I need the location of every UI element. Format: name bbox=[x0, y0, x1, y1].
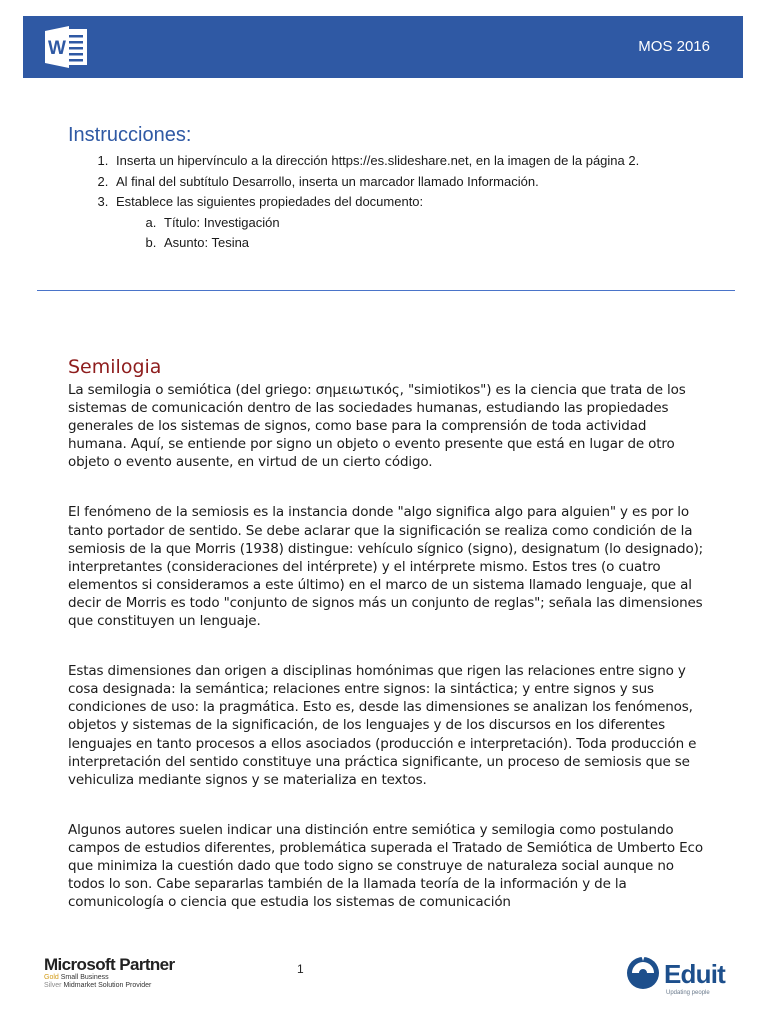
instruction-item: 2. Al final del subtítulo Desarrollo, inserta un marcador llamado Información. bbox=[112, 172, 718, 193]
instruction-item bbox=[112, 192, 718, 254]
partner-silver-text: Midmarket Solution Provider bbox=[63, 982, 152, 989]
page-number: 1 bbox=[297, 962, 304, 976]
body-paragraph: Algunos autores suelen indicar una distinción entre semiótica y semilogia como postulando campos de estudios diferentes, problemática superada el Tratado de Semiótica de Umberto Eco que minimiza la cuestión dado que todo signo se construye de naturaleza social aunque no todos lo son. Cabe separarlas también de la llamada teoría de la información y de la comunicología o ciencia que estudia los sistemas de comunicación bbox=[68, 821, 703, 911]
instruction-subitem: a. Título: Investigación bbox=[160, 213, 718, 234]
partner-gold-line bbox=[44, 974, 214, 982]
instructions-list bbox=[68, 151, 718, 254]
instructions-sublist bbox=[116, 213, 718, 254]
horizontal-divider bbox=[37, 290, 735, 291]
eduit-brand-name: Eduit bbox=[664, 959, 725, 989]
instruction-item: 1. Inserta un hipervínculo a la dirección https://es.slideshare.net, en la imagen de la página 2. bbox=[112, 151, 718, 172]
body-paragraph: El fenómeno de la semiosis es la instancia donde "algo significa algo para alguien" y es por lo tanto portador de sentido. Se debe aclarar que la significación se realiza como condición de la semiosis de la que Morris (1938) distingue: vehículo sígnico (signo), designatum (lo designado); interpretantes (consideraciones del intérprete) y el intérprete mismo. Estos tres (o cuatro elementos si consideramos a este último) en el marco de un sistema llamado lenguaje, que al decir de Morris es todo "conjunto de signos más un conjunto de reglas"; señala las dimensiones que constituyen un lenguaje. bbox=[68, 504, 704, 630]
document-body bbox=[68, 356, 708, 943]
eduit-emblem-icon bbox=[627, 955, 659, 989]
instruction-item-text: Establece las siguientes propiedades del documento: bbox=[116, 194, 424, 210]
microsoft-partner-logo bbox=[44, 956, 214, 998]
header-title: MOS 2016 bbox=[638, 38, 710, 55]
section-title: Semilogia bbox=[68, 356, 162, 378]
eduit-logo bbox=[624, 952, 744, 1000]
word-logo-letter: W bbox=[48, 38, 66, 59]
partner-title: Microsoft Partner bbox=[44, 955, 175, 974]
instructions-title: Instrucciones: bbox=[68, 124, 192, 146]
body-paragraph: La semilogia o semiótica (del griego: σημειωτικός, "simiotikos") es la ciencia que trata de los sistemas de comunicación dentro de las sociedades humanas, estudiando las propiedades generales de los sistemas de signos, como base para la comprensión de toda actividad humana. Aquí, se entiende por signo un objeto o evento presente que está en lugar de otro objeto o evento ausente, en virtud de un cierto código. bbox=[68, 382, 686, 471]
instructions-block bbox=[68, 124, 718, 254]
instruction-subitem: b. Asunto: Tesina bbox=[160, 233, 718, 254]
partner-gold-text: Small Business bbox=[60, 974, 109, 981]
partner-silver-label: Silver bbox=[44, 982, 62, 989]
partner-gold-label: Gold bbox=[44, 974, 59, 981]
header-bar bbox=[23, 16, 743, 78]
word-logo-icon bbox=[43, 25, 91, 69]
body-paragraph: Estas dimensiones dan origen a disciplinas homónimas que rigen las relaciones entre signo y cosa designada: la semántica; relaciones entre signos: la sintáctica; y entre signos y sus condiciones de uso: la pragmática. Esto es, desde las dimensiones se analizan los fenómenos, objetos y sistemas de la significación, de los lenguajes y de los discursos en los diferentes lenguajes en tanto procesos a ellos asociados (producción e interpretación). Toda producción e interpretación del sentido constituye una práctica significante, un proceso de semiosis que se vehiculiza mediante signos y se materializa en textos. bbox=[68, 663, 697, 788]
partner-silver-line bbox=[44, 982, 214, 990]
eduit-tagline: Updating people bbox=[666, 990, 710, 996]
